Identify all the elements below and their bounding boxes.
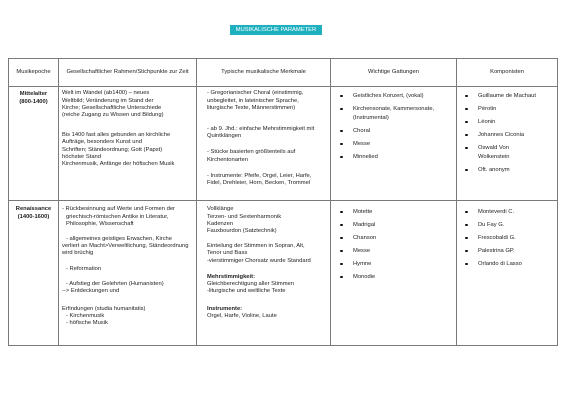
text-line: (reiche Zugang zu Wissen und Bildung): [62, 111, 164, 118]
document-title: MUSIKALISCHE PARAMETER: [230, 25, 322, 35]
paragraph: [207, 306, 330, 320]
genre-text: Messe: [353, 247, 371, 254]
composer-item: [478, 260, 557, 269]
features-cell: [197, 87, 331, 201]
genre-text: Minnelied: [353, 153, 378, 160]
genre-text: Choral: [353, 127, 371, 134]
genre-item: [353, 234, 456, 243]
genre-item: [353, 221, 456, 230]
text-line: Philosophie, Wissenschaft: [66, 220, 134, 227]
text-line: - Instrumente: Pfeife, Orgel, Leier, Harfe,: [207, 172, 312, 179]
paragraph: [207, 126, 330, 140]
genre-text: Messe: [353, 140, 371, 147]
text-line: Fauxbourdon (Satztechnik): [207, 227, 277, 234]
paragraph: [207, 206, 330, 235]
text-line: wird brüchig: [62, 250, 94, 257]
text-line: Quintklängen: [207, 133, 242, 140]
genre-text: Chanson: [353, 234, 377, 241]
text-line: Terzen- und Sextenharmonik: [207, 213, 282, 220]
composer-text: Orlando di Lasso: [478, 260, 522, 267]
paragraph: [62, 266, 196, 273]
composers-cell: [457, 87, 558, 201]
genre-item: [353, 208, 456, 217]
text-line: - Aufstieg der Gelehrten (Humanisten): [66, 280, 164, 287]
composer-text: Léonin: [478, 118, 496, 125]
composer-item: [478, 131, 557, 140]
context-cell: [59, 87, 197, 201]
text-line: Fidel, Drehleier, Horn, Becken, Trommel: [207, 179, 311, 186]
composer-item: [478, 221, 557, 230]
text-line: Schriften; Ständeordnung; Gott (Papst): [62, 146, 163, 153]
text-line: Welt im Wandel (ab1400) – neues: [62, 90, 150, 97]
paragraph: [62, 132, 196, 168]
genre-text: Motette: [353, 208, 373, 215]
composer-item: [478, 208, 557, 217]
composer-text: Pérotin: [478, 105, 497, 112]
header-label: Wichtige Gattungen: [368, 68, 419, 75]
genre-item: [353, 273, 456, 282]
genre-text: Hymne: [353, 260, 372, 267]
composer-item: [478, 166, 557, 175]
text-line: Tenor und Bass: [207, 250, 248, 257]
genre-text: Kirchensonate, Kammersonate,: [353, 105, 435, 112]
composer-text: Johannes Ciconia: [478, 131, 525, 138]
genre-text: Geistliches Konzert, (vokal): [353, 92, 424, 99]
text-line: Vollklänge: [207, 206, 234, 213]
paragraph: [207, 149, 330, 163]
epoch-cell: [9, 87, 59, 201]
composer-text: Du Fay G.: [478, 221, 505, 228]
text-line: unbegleitet, in lateinischer Sprache,: [207, 97, 299, 104]
composer-text: Oft. anonym: [478, 166, 510, 173]
text-line: - Kirchenmusik: [66, 313, 105, 320]
header-label: Gesellschaftlicher Rahmen/Stichpunkte zur Zeit: [66, 68, 189, 75]
context-cell: [59, 201, 197, 346]
composer-item: [478, 118, 557, 127]
text-line: Kirchentonarten: [207, 156, 248, 163]
genre-item: [353, 127, 456, 136]
header-label: Musikepoche: [16, 68, 51, 75]
subheading: Mehrstimmigkeit:: [207, 273, 255, 280]
text-line: - höfische Musik: [66, 320, 108, 327]
text-line: - Reformation: [66, 265, 102, 272]
genre-item: [353, 140, 456, 149]
composer-item: [478, 234, 557, 243]
text-line: liturgische Texte, Männerstimmen): [207, 104, 296, 111]
composers-cell: [457, 201, 558, 346]
header-genres: [331, 59, 457, 87]
text-line: -vierstimmiger Chorsatz wurde Standard: [207, 257, 311, 264]
features-cell: [197, 201, 331, 346]
header-label: Typische musikalische Merkmale: [221, 68, 306, 75]
paragraph: [207, 90, 330, 112]
text-line: Weltbild; Veränderung im Stand der: [62, 97, 154, 104]
epoch-cell: [9, 201, 59, 346]
composer-item: [478, 247, 557, 256]
text-line: - Rückbesinnung auf Werte und Formen der: [62, 206, 175, 213]
composer-text: Palestrina GP.: [478, 247, 515, 254]
paragraph: [207, 243, 330, 265]
text-line: - allgemeines geistiges Erwachen, Kirche: [66, 235, 173, 242]
composer-text: Monteverdi C.: [478, 208, 515, 215]
composer-text: Oswald Von: [478, 144, 509, 151]
text-line: Orgel, Harfe, Violine, Laute: [207, 313, 277, 320]
text-line: Kadenzen: [207, 220, 234, 227]
paragraph: [62, 281, 196, 295]
epoch-years: (1400-1600): [17, 213, 50, 220]
header-features: [197, 59, 331, 87]
subheading: Instrumente:: [207, 306, 243, 313]
composer-item: [478, 105, 557, 114]
text-line: Kirchenmusik, Anfänge der höfischen Musik: [62, 160, 175, 167]
header-epoch: [9, 59, 59, 87]
genre-item: [353, 92, 456, 101]
genre-item: [353, 247, 456, 256]
epoch-name: Mittelalter: [19, 91, 48, 98]
genre-item: [353, 260, 456, 269]
composer-text: Frescobaldi G.: [478, 234, 516, 241]
composer-text: Guillaume de Machaut: [478, 92, 537, 99]
composer-text: Wolkenstein: [478, 153, 510, 160]
genre-text: (Instrumental): [353, 114, 389, 121]
text-line: Bis 1400 fast alles gebunden an kirchliche: [62, 132, 171, 139]
text-line: - Stücke basierten größtenteils auf: [207, 149, 296, 156]
genres-cell: [331, 201, 457, 346]
header-composers: [457, 59, 558, 87]
genre-item: [353, 153, 456, 162]
genres-cell: [331, 87, 457, 201]
paragraph: [207, 173, 330, 187]
text-line: -liturgische und weltliche Texte: [207, 288, 286, 295]
text-line: Erfindungen (studia humanitatis): [62, 306, 146, 313]
parameter-table: [8, 58, 558, 346]
paragraph: [62, 236, 196, 258]
text-line: Einteilung der Stimmen in Sopran, Alt,: [207, 243, 305, 250]
paragraph: [207, 274, 330, 296]
epoch-name: Renaissance: [15, 206, 52, 213]
composer-item: [478, 92, 557, 101]
genre-text: Madrigal: [353, 221, 376, 228]
paragraph: [62, 206, 196, 228]
header-context: [59, 59, 197, 87]
genre-item: [353, 105, 456, 123]
paragraph: [62, 90, 196, 119]
header-label: Komponisten: [490, 68, 524, 75]
epoch-years: (800-1400): [19, 98, 48, 105]
text-line: - Gregorianischer Choral (einstimmig,: [207, 90, 304, 97]
genre-text: Monodie: [353, 273, 376, 280]
text-line: - ab 9. Jhd.: einfache Mehrstimmigkeit mit: [207, 125, 315, 132]
text-line: Kirche; Gesellschaftliche Unterschiede: [62, 104, 162, 111]
composer-item: [478, 144, 557, 162]
text-line: Gleichberechtigung aller Stimmen: [207, 280, 294, 287]
text-line: verliert an Macht>Verweltlichung, Ständeordnung: [62, 243, 189, 250]
paragraph: [62, 306, 196, 328]
text-line: --> Entdeckungen und: [62, 287, 120, 294]
text-line: höchster Stand: [62, 153, 101, 160]
text-line: griechisch-römischen Antike in Literatur,: [66, 213, 169, 220]
text-line: Aufträge, besonders Kunst und: [62, 139, 142, 146]
